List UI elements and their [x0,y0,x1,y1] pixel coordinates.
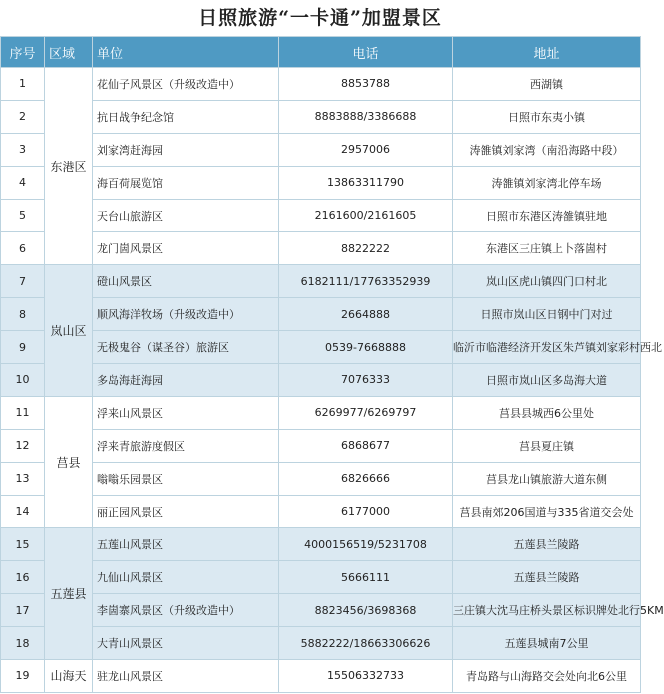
unit-cell: 刘家湾赶海园 [93,133,279,166]
phone-cell: 0539-7668888 [279,331,453,364]
region-cell: 山海天 [45,660,93,693]
address-cell: 五莲县城南7公里 [453,627,641,660]
phone-cell: 5882222/18663306626 [279,627,453,660]
row-number: 11 [1,396,45,429]
row-number: 4 [1,166,45,199]
phone-cell: 6177000 [279,495,453,528]
phone-cell: 6826666 [279,462,453,495]
table-row [1,265,641,298]
unit-cell: 花仙子风景区（升级改造中） [93,68,279,101]
table-row [1,660,641,693]
row-number: 6 [1,232,45,265]
unit-cell: 五莲山风景区 [93,528,279,561]
table-row [1,495,641,528]
table-row [1,232,641,265]
unit-cell: 抗日战争纪念馆 [93,100,279,133]
address-cell: 东港区三庄镇上卜落崮村 [453,232,641,265]
unit-cell: 李崮寨风景区（升级改造中） [93,594,279,627]
unit-cell: 丽正园风景区 [93,495,279,528]
row-number: 18 [1,627,45,660]
table-row [1,100,641,133]
address-cell: 临沂市临港经济开发区朱芦镇刘家彩村西北 [453,331,641,364]
table-header-row [1,37,641,68]
unit-cell: 天台山旅游区 [93,199,279,232]
table-row [1,364,641,397]
address-cell: 五莲县兰陵路 [453,561,641,594]
table-row [1,429,641,462]
unit-cell: 嗡嗡乐园景区 [93,462,279,495]
address-cell: 日照市岚山区日钢中门对过 [453,298,641,331]
page-title: 日照旅游“一卡通”加盟景区 [198,7,442,29]
row-number: 5 [1,199,45,232]
table-row [1,199,641,232]
address-cell: 三庄镇大沈马庄桥头景区标识牌处北行5KM [453,594,641,627]
address-cell: 日照市岚山区多岛海大道 [453,364,641,397]
scenic-spots-table [0,36,664,693]
table-row [1,627,641,660]
table-row [1,166,641,199]
phone-cell: 8822222 [279,232,453,265]
header-region: 区域 [45,37,93,68]
address-cell: 莒县夏庄镇 [453,429,641,462]
row-number: 8 [1,298,45,331]
address-cell: 涛雒镇刘家湾北停车场 [453,166,641,199]
address-cell: 涛雒镇刘家湾（南沿海路中段） [453,133,641,166]
table-row [1,528,641,561]
row-number: 7 [1,265,45,298]
unit-cell: 磴山风景区 [93,265,279,298]
region-cell: 五莲县 [45,528,93,660]
region-cell: 岚山区 [45,265,93,397]
phone-cell: 15506332733 [279,660,453,693]
table-row [1,594,641,627]
header-address: 地址 [453,37,641,68]
phone-cell: 6269977/6269797 [279,396,453,429]
address-cell: 青岛路与山海路交会处向北6公里 [453,660,641,693]
row-number: 15 [1,528,45,561]
region-cell: 莒县 [45,396,93,528]
row-number: 14 [1,495,45,528]
address-cell: 莒县龙山镇旅游大道东侧 [453,462,641,495]
address-cell: 五莲县兰陵路 [453,528,641,561]
unit-cell: 驻龙山风景区 [93,660,279,693]
address-cell: 莒县南郊206国道与335省道交会处 [453,495,641,528]
table-row [1,133,641,166]
phone-cell: 8883888/3386688 [279,100,453,133]
table-body [1,68,664,693]
row-number: 16 [1,561,45,594]
address-cell: 岚山区虎山镇四门口村北 [453,265,641,298]
phone-cell: 2957006 [279,133,453,166]
address-cell: 日照市东港区涛雒镇驻地 [453,199,641,232]
row-number: 17 [1,594,45,627]
unit-cell: 浮来青旅游度假区 [93,429,279,462]
row-number: 10 [1,364,45,397]
header-no: 序号 [1,37,45,68]
row-number: 19 [1,660,45,693]
row-number: 2 [1,100,45,133]
table-row [1,396,641,429]
unit-cell: 无极鬼谷（谋圣谷）旅游区 [93,331,279,364]
unit-cell: 大青山风景区 [93,627,279,660]
unit-cell: 海百荷展览馆 [93,166,279,199]
table-row [1,561,641,594]
table-row [1,298,641,331]
row-number: 12 [1,429,45,462]
phone-cell: 5666111 [279,561,453,594]
address-cell: 日照市东夷小镇 [453,100,641,133]
row-number: 9 [1,331,45,364]
table-row [1,462,641,495]
unit-cell: 顺风海洋牧场（升级改造中） [93,298,279,331]
row-number: 3 [1,133,45,166]
unit-cell: 九仙山风景区 [93,561,279,594]
phone-cell: 6868677 [279,429,453,462]
row-number: 1 [1,68,45,101]
phone-cell: 6182111/17763352939 [279,265,453,298]
phone-cell: 13863311790 [279,166,453,199]
address-cell: 西湖镇 [453,68,641,101]
phone-cell: 2161600/2161605 [279,199,453,232]
phone-cell: 2664888 [279,298,453,331]
unit-cell: 龙门崮风景区 [93,232,279,265]
header-phone: 电话 [279,37,453,68]
address-cell: 莒县县城西6公里处 [453,396,641,429]
header-unit: 单位 [93,37,279,68]
unit-cell: 多岛海赶海园 [93,364,279,397]
row-number: 13 [1,462,45,495]
phone-cell: 4000156519/5231708 [279,528,453,561]
table-row [1,68,641,101]
phone-cell: 8823456/3698368 [279,594,453,627]
table-row [1,331,641,364]
phone-cell: 8853788 [279,68,453,101]
phone-cell: 7076333 [279,364,453,397]
unit-cell: 浮来山风景区 [93,396,279,429]
region-cell: 东港区 [45,68,93,265]
